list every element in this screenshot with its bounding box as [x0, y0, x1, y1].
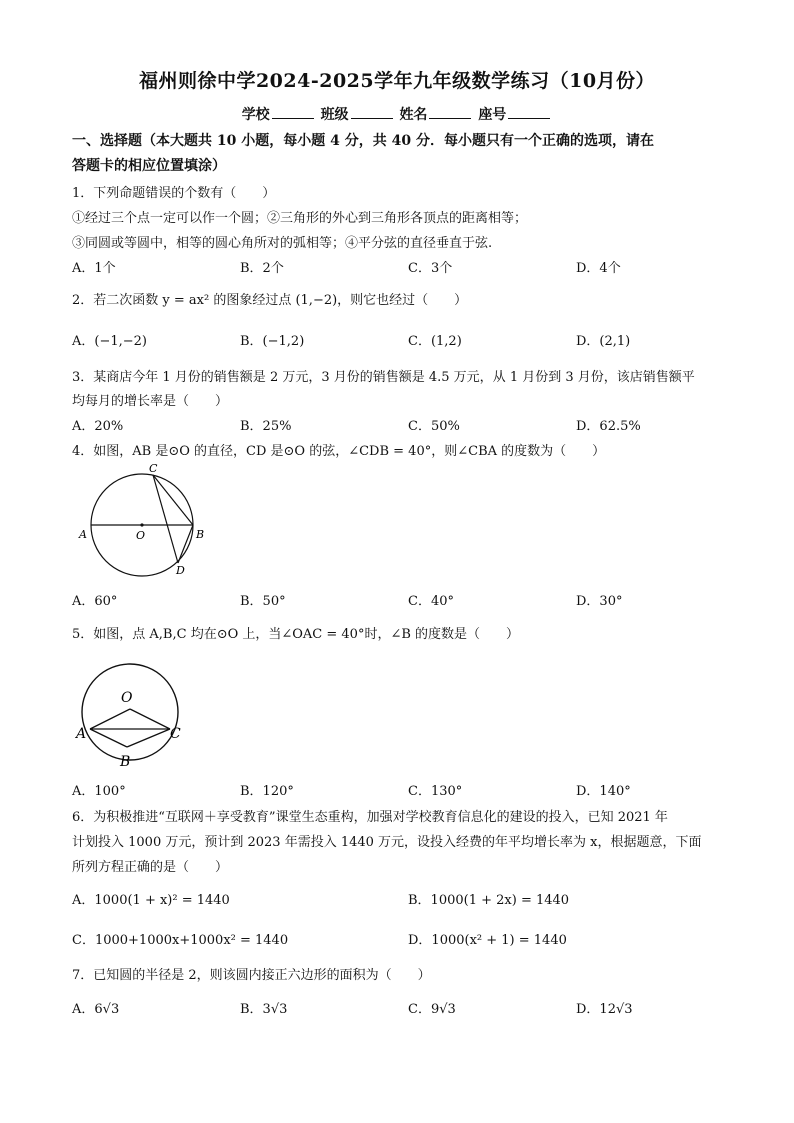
q7-option-a: A．6√3	[72, 1002, 120, 1017]
q6-option-c: C．1000+1000x+1000x² = 1440	[72, 933, 289, 948]
q4-label-o: O	[136, 529, 146, 542]
q1-option-d: D．4个	[576, 261, 621, 276]
section-heading-line1: 一、选择题（本大题共 10 小题，每小题 4 分，共 40 分．每小题只有一个正确的选项，请在	[72, 133, 654, 149]
q4-circle-figure	[76, 462, 216, 580]
exam-title: 福州则徐中学2024-2025学年九年级数学练习（10月份）	[138, 70, 656, 92]
q5-stem: 5．如图，点 A,B,C 均在⊙O 上，当∠OAC = 40°时，∠B 的度数是（ ）	[72, 627, 520, 642]
q1-option-b: B．2个	[240, 261, 284, 276]
q5-label-c: C	[170, 726, 181, 742]
q1-option-c: C．3个	[408, 261, 453, 276]
q1-stem-line3: ③同圆或等圆中，相等的圆心角所对的弧相等；④平分弦的直径垂直于弦.	[72, 236, 493, 251]
q5-label-o: O	[121, 690, 133, 706]
q4-option-a: A．60°	[72, 594, 118, 609]
q2-option-c: C．(1,2)	[408, 334, 462, 349]
q6-option-b: B．1000(1 + 2x) = 1440	[408, 893, 570, 908]
q2-stem: 2．若二次函数 y = ax² 的图象经过点 (1,−2)，则它也经过（ ）	[72, 293, 468, 308]
q7-option-d: D．12√3	[576, 1002, 633, 1017]
q5-option-a: A．100°	[72, 784, 126, 799]
q7-option-c: C．9√3	[408, 1002, 456, 1017]
class-label: 班级	[320, 107, 349, 123]
student-info-line	[0, 104, 794, 124]
q4-label-a: A	[79, 528, 87, 541]
q6-stem-line2: 计划投入 1000 万元，预计到 2023 年需投入 1440 万元，设投入经费的年平均增长率为 x，根据题意，下面	[72, 835, 702, 850]
q2-option-a: A．(−1,−2)	[72, 334, 147, 349]
q4-option-c: C．40°	[408, 594, 454, 609]
q5-label-b: B	[120, 754, 131, 770]
q6-stem-line3: 所列方程正确的是（ ）	[72, 860, 229, 875]
q7-stem: 7．已知圆的半径是 2，则该圆内接正六边形的面积为（ ）	[72, 968, 431, 983]
q3-option-d: D．62.5%	[576, 419, 641, 434]
q1-stem-line1: 1．下列命题错误的个数有（ ）	[72, 186, 276, 201]
name-blank	[429, 106, 471, 119]
q3-stem-line1: 3．某商店今年 1 月份的销售额是 2 万元，3 月份的销售额是 4.5 万元，从 1 月份到 3 月份，该店销售额平	[72, 370, 695, 385]
seat-blank	[508, 106, 550, 119]
seat-label: 座号	[478, 107, 507, 123]
q4-label-d: D	[176, 564, 185, 577]
q3-stem-line2: 均每月的增长率是（ ）	[72, 394, 229, 409]
q6-option-d: D．1000(x² + 1) = 1440	[408, 933, 567, 948]
q7-option-b: B．3√3	[240, 1002, 288, 1017]
school-blank	[272, 106, 314, 119]
school-label: 学校	[241, 107, 270, 123]
q1-option-a: A．1个	[72, 261, 116, 276]
q3-option-c: C．50%	[408, 419, 460, 434]
class-blank	[351, 106, 393, 119]
q3-option-a: A．20%	[72, 419, 124, 434]
name-label: 姓名	[399, 107, 428, 123]
q5-label-a: A	[76, 726, 87, 742]
q3-option-b: B．25%	[240, 419, 292, 434]
q5-option-c: C．130°	[408, 784, 463, 799]
q5-option-b: B．120°	[240, 784, 294, 799]
q1-stem-line2: ①经过三个点一定可以作一个圆；②三角形的外心到三角形各顶点的距离相等；	[72, 211, 528, 226]
q4-label-c: C	[149, 462, 158, 475]
q5-circle-figure	[74, 660, 186, 772]
section-heading-line2: 答题卡的相应位置填涂）	[72, 158, 226, 174]
q4-option-d: D．30°	[576, 594, 623, 609]
q4-stem: 4．如图，AB 是⊙O 的直径，CD 是⊙O 的弦，∠CDB = 40°，则∠CBA 的度数为（ ）	[72, 444, 606, 459]
q4-option-b: B．50°	[240, 594, 286, 609]
q6-option-a: A．1000(1 + x)² = 1440	[72, 893, 230, 908]
q4-label-b: B	[196, 528, 205, 541]
q2-option-b: B．(−1,2)	[240, 334, 305, 349]
q6-stem-line1: 6．为积极推进“互联网＋享受教育”课堂生态重构，加强对学校教育信息化的建设的投入，已知 2021 年	[72, 810, 668, 825]
q2-option-d: D．(2,1)	[576, 334, 631, 349]
q5-option-d: D．140°	[576, 784, 631, 799]
